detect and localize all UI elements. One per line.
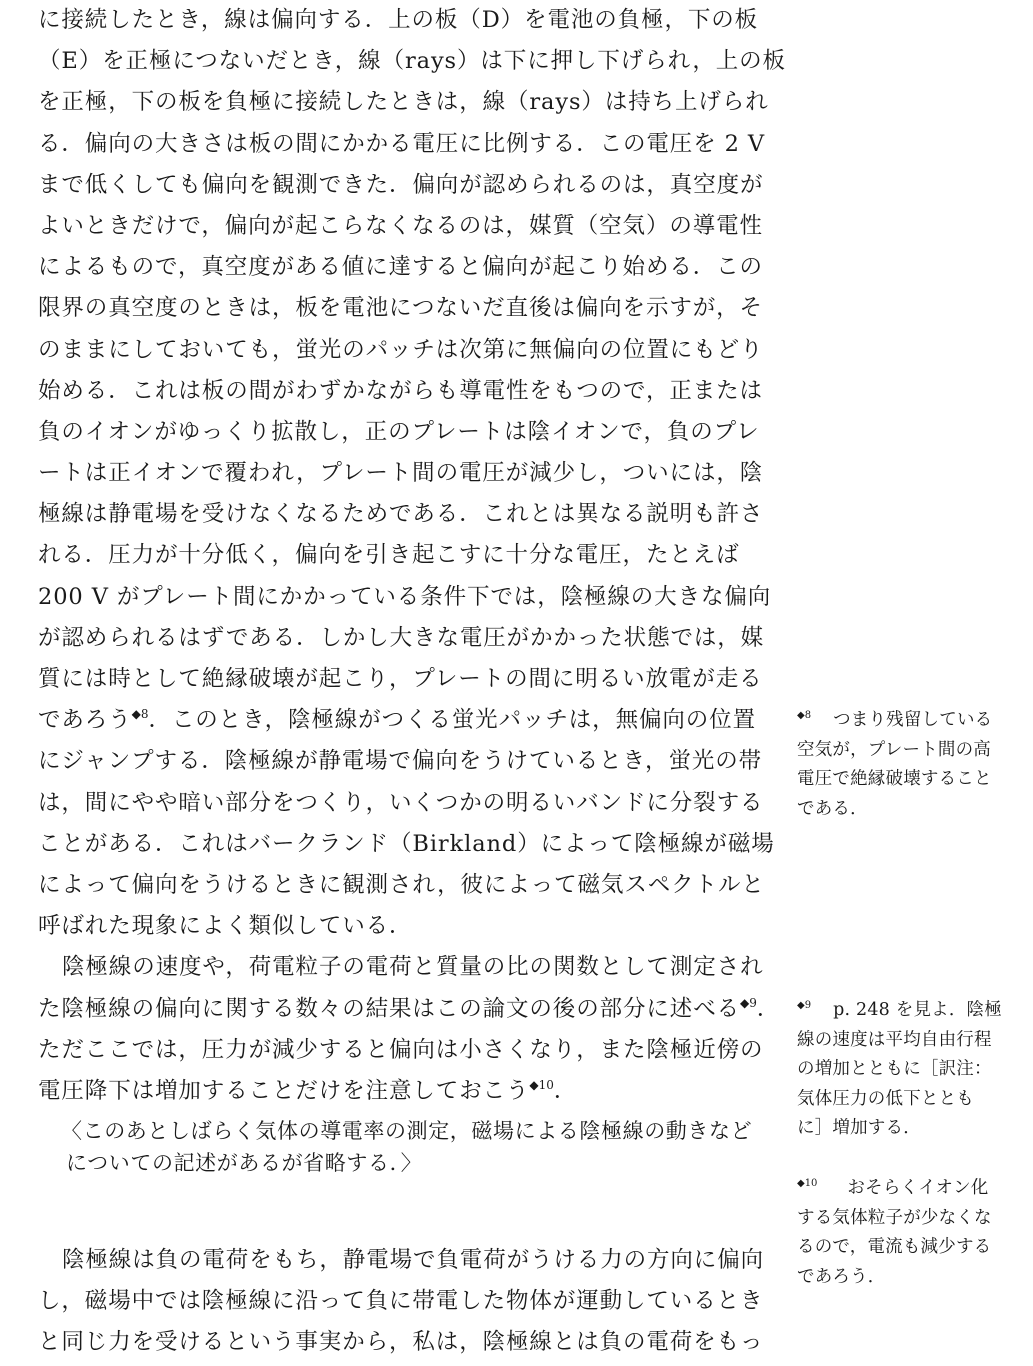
text-line: を正極，下の板を負極に接続したときは，線（rays）は持ち上げられ	[38, 89, 769, 116]
text-line: のままにしておいても，蛍光のパッチは次第に無偏向の位置にもどり	[38, 336, 764, 363]
text-line: ただここでは，圧力が減少すると偏向は小さくなり，また陰極近傍の	[38, 1036, 764, 1063]
paragraph-2	[38, 947, 781, 1112]
footnote-ref-8[interactable]: ◆8	[131, 707, 149, 722]
text-line: し，磁場中では陰極線に沿って負に帯電した物体が運動しているとき	[38, 1288, 764, 1315]
text-line: に接続したとき，線は偏向する．上の板（D）を電池の負極，下の板	[38, 7, 759, 33]
text-line: 陰極線は負の電荷をもち，静電場で負電荷がうける力の方向に偏向	[62, 1247, 765, 1274]
text-segment: であろう	[38, 707, 132, 734]
sidenote-10	[797, 1174, 1015, 1292]
text-line: にジャンプする．陰極線が静電場で偏向をうけているとき，蛍光の帯	[38, 748, 763, 775]
sidenote-text: である．	[797, 798, 868, 819]
text-line: （E）を正極につないだとき，線（rays）は下に押し下げられ，上の板	[38, 48, 786, 75]
text-line-with-ref	[38, 700, 773, 741]
text-segment: た陰極線の偏向に関する数々の結果はこの論文の後の部分に述べる	[38, 995, 741, 1022]
omission-line: 〈このあとしばらく気体の導電率の測定，磁場による陰極線の動きなど	[61, 1119, 753, 1144]
text-line: 極線は静電場を受けなくなるためである．これとは異なる説明も許さ	[38, 501, 764, 528]
text-line: 始める．これは板の間がわずかながらも導電性をもつので，正または	[38, 377, 763, 404]
sidenote-text: であろう．	[797, 1266, 886, 1287]
text-line-with-ref	[38, 1071, 773, 1112]
sidenote-text: に］増加する．	[797, 1118, 921, 1138]
text-line: 呼ばれた現象によく類似している．	[38, 913, 413, 940]
text-line: 200 V がプレート間にかかっている条件下では，陰極線の大きな偏向	[38, 583, 772, 610]
sidenote-text: p. 248 を見よ．陰極	[833, 1000, 1002, 1020]
sidenote-text: する気体粒子が少なくな	[797, 1207, 992, 1228]
sidenote-text: つまり残留している	[833, 710, 993, 730]
text-line: ートは正イオンで覆われ，プレート間の電圧が減少し，ついには，陰	[38, 460, 764, 487]
text-line: よいときだけで，偏向が起こらなくなるのは，媒質（空気）の導電性	[38, 212, 763, 239]
sidenote-marker: ◆10	[797, 1178, 818, 1189]
text-segment: ．	[553, 1077, 578, 1104]
text-line: と同じ力を受けるという事実から，私は，陰極線とは負の電荷をもっ	[38, 1329, 764, 1356]
text-line: まで低くしても偏向を観測できた．偏向が認められるのは，真空度が	[38, 171, 764, 198]
footnote-ref-9[interactable]: ◆9	[740, 995, 757, 1010]
text-line: によるもので，真空度がある値に達すると偏向が起こり始める．この	[38, 254, 763, 281]
text-segment: ．	[756, 995, 781, 1022]
omission-line: についての記述があるが省略する．〉	[66, 1151, 423, 1176]
text-line: れる．圧力が十分低く，偏向を引き起こすに十分な電圧，たとえば	[38, 542, 740, 569]
text-line: は，間にやや暗い部分をつくり，いくつかの明るいバンドに分裂する	[38, 789, 764, 816]
text-segment: 電圧降下は増加することだけを注意しておこう	[38, 1077, 530, 1104]
sidenote-marker: ◆8	[797, 710, 812, 721]
paragraph-1	[38, 0, 786, 947]
text-line: る．偏向の大きさは板の間にかかる電圧に比例する．この電圧を 2 V	[38, 130, 766, 157]
sidenote-marker: ◆9	[797, 1000, 812, 1011]
text-line: 陰極線の速度や，荷電粒子の電荷と質量の比の関数として測定され	[62, 954, 764, 981]
paragraph-3	[38, 1240, 773, 1364]
sidenote-text: の増加とともに［訳注：	[797, 1059, 992, 1079]
sidenote-8	[797, 706, 1015, 824]
text-line: ことがある．これはバークランド（Birkland）によって陰極線が磁場	[38, 830, 775, 857]
main-text-column	[38, 0, 786, 1364]
sidenote-text: 線の速度は平均自由行程	[797, 1029, 992, 1050]
sidenote-text: おそらくイオン化	[847, 1178, 989, 1198]
sidenote-text: るので，電流も減少する	[797, 1237, 992, 1257]
text-line: が認められるはずである．しかし大きな電圧がかかった状態では，媒	[38, 624, 765, 651]
sidenote-text: 気体圧力の低下ととも	[797, 1088, 974, 1109]
sidenote-9	[797, 996, 1015, 1144]
text-line: 限界の真空度のときは，板を電池につないだ直後は偏向を示すが，そ	[38, 295, 763, 322]
text-line: 負のイオンがゆっくり拡散し，正のプレートは陰イオンで，負のプレ	[38, 418, 760, 445]
text-line: によって偏向をうけるときに観測され，彼によって磁気スペクトルと	[38, 871, 765, 898]
omission-note	[38, 1116, 773, 1180]
text-line: 質には時として絶縁破壊が起こり，プレートの間に明るい放電が走る	[38, 666, 763, 692]
text-segment: ．このとき，陰極線がつくる蛍光パッチは，無偏向の位置	[148, 707, 756, 734]
sidenote-text: 空気が，プレート間の高	[797, 739, 991, 760]
footnote-ref-10[interactable]: ◆10	[529, 1077, 554, 1092]
sidenote-text: 電圧で絶縁破壊すること	[797, 769, 992, 789]
text-line-with-ref	[38, 989, 781, 1030]
